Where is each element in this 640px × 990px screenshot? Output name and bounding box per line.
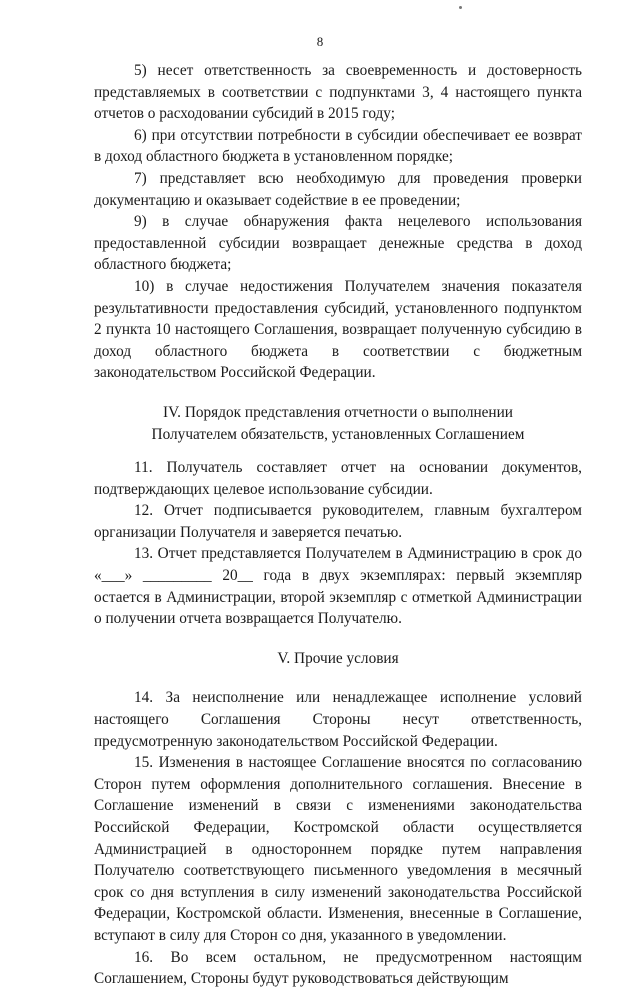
- section-4-heading-line-1: IV. Порядок представления отчетности о выполнении: [163, 403, 513, 421]
- paragraph-item-10: 10) в случае недостижения Получателем значения показателя результативности предоставления субсидий, установленного подпунктом 2 пункта 10 настоящего Соглашения, возвращает полученную субсидию в доход областного бюджета в соответствии с бюджетным законодательством Российской Федерации.: [94, 277, 582, 382]
- section-4-heading-line-2: Получателем обязательств, установленных Соглашением: [151, 425, 525, 443]
- paragraph-11: 11. Получатель составляет отчет на основании документов, подтверждающих целевое использование субсидии.: [94, 459, 582, 498]
- paragraph-16: 16. Во всем остальном, не предусмотренном настоящим Соглашением, Стороны будут руководствоваться действующим: [94, 948, 582, 988]
- paragraph-14: 14. За неисполнение или ненадлежащее исполнение условий настоящего Соглашения Стороны несут ответственность, предусмотренную законодательством Российской Федерации.: [94, 689, 582, 750]
- section-5-heading: V. Прочие условия: [277, 649, 399, 667]
- paragraph-15: 15. Изменения в настоящее Соглашение вносятся по согласованию Сторон путем оформления дополнительного соглашения. Внесение в Соглашение изменений в связи с изменениями законодательства Российской Федерации, Костромской области осуществляется Администрацией в одностороннем порядке путем направления Получателю соответствующего письменного уведомления в месячный срок со дня вступления в силу изменений законодательства Российской Федерации, Костромской области. Изменения, внесенные в Соглашение, вступают в силу для Сторон со дня, указанного в уведомлении.: [94, 754, 582, 944]
- document-body: [94, 60, 582, 990]
- paragraph-12: 12. Отчет подписывается руководителем, главным бухгалтером организации Получателя и заверяется печатью.: [94, 502, 582, 541]
- paragraph-item-6: 6) при отсутствии потребности в субсидии обеспечивает ее возврат в доход областного бюджета в установленном порядке;: [94, 126, 582, 166]
- page-number: 8: [316, 34, 324, 49]
- paragraph-item-9: 9) в случае обнаружения факта нецелевого использования предоставленной субсидии возвращает денежные средства в доход областного бюджета;: [94, 213, 582, 274]
- paragraph-item-5: 5) несет ответственность за своевременность и достоверность представляемых в соответствии с подпунктами 3, 4 настоящего пункта отчетов о расходовании субсидий в 2015 году;: [94, 62, 582, 123]
- section-4-heading: [94, 402, 582, 445]
- paragraph-13: 13. Отчет представляется Получателем в Администрацию в срок до «___» _________ 20__ года в двух экземплярах: первый экземпляр остается в Администрации, второй экземпляр с отметкой Администрации о получении отчета возвращается Получателю.: [94, 545, 582, 628]
- scan-speck: [459, 6, 462, 9]
- paragraph-item-7: 7) представляет всю необходимую для проведения проверки документацию и оказывает содействие в ее проведении;: [94, 169, 582, 209]
